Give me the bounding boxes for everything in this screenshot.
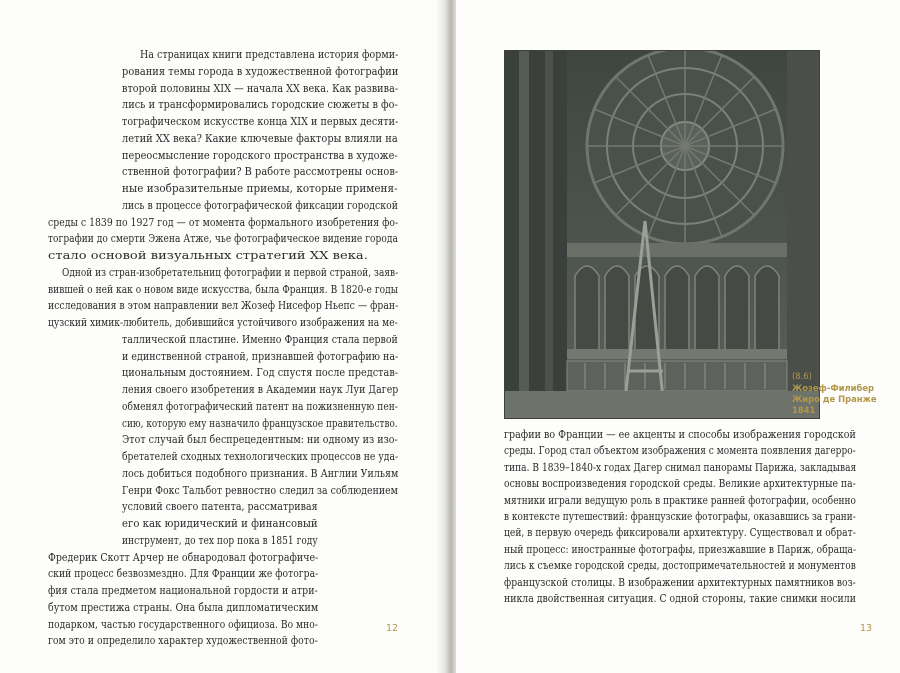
- body-text-line: цузский химик-любитель, добившийся устойчивого изображения на ме-: [48, 316, 398, 329]
- body-text-line: графии во Франции — ее акценты и способы изображения городской: [504, 428, 856, 441]
- body-text-line: никла двойственная ситуация. С одной стороны, такие снимки носили: [504, 592, 856, 605]
- body-text-line: основы воспроизведения городской среды. Великие архитектурные па-: [504, 477, 856, 491]
- body-text-line: переосмысление городского пространства в художе-: [122, 148, 398, 162]
- body-text-line: подарком, частью государственного официоза. Во мно-: [48, 617, 318, 631]
- figure-caption-author-line-1: Жозеф-Филибер: [792, 383, 875, 393]
- body-text-line: сию, которую ему назначило французское правительство.: [122, 416, 398, 430]
- body-text-line: среды с 1839 по 1927 год — от момента формального изобретения фо-: [48, 215, 399, 229]
- body-text-line: лись в процессе фотографической фиксации городской: [122, 198, 398, 212]
- right-page: [456, 0, 900, 673]
- body-text-line: ные изобразительные приемы, которые применя-: [122, 182, 398, 195]
- body-text-line: условий своего патента, рассматривая: [122, 500, 318, 514]
- body-text-line: бутом престижа страны. Она была дипломатическим: [48, 600, 319, 614]
- cathedral-rose-window-photo: [504, 50, 820, 419]
- body-text-line: фия стала предметом национальной гордости и атри-: [48, 584, 318, 597]
- body-text-line: в контексте путешествий: французские фотографы, оказавшись за грани-: [504, 510, 856, 523]
- page-number-left: 12: [386, 623, 399, 634]
- body-text-line: Генри Фокс Тальбот ревностно следил за соблюдением: [122, 483, 398, 497]
- figure-caption-year: 1841: [792, 405, 816, 415]
- body-text-line: его как юридический и финансовый: [122, 517, 318, 530]
- body-text-line: инструмент, до тех пор пока в 1851 году: [122, 533, 318, 547]
- body-text-line: и единственной страной, признавшей фотографию на-: [122, 349, 399, 363]
- body-text-line: ский процесс безвозмездно. Для Франции же фотогра-: [48, 567, 319, 581]
- body-text-line: ления своего изобретения в Академии наук Луи Дагер: [122, 383, 399, 396]
- body-text-line: обменял фотографический патент на пожизненную пен-: [122, 399, 398, 413]
- body-text-line: цей, в первую очередь фиксировали архитектуру. Существовал и обрат-: [504, 526, 856, 540]
- body-text-line: тографическом искусстве конца XIX и первых десяти-: [122, 115, 399, 128]
- body-text-line: стало основой визуальных стратегий XX века.: [48, 249, 368, 262]
- body-text-line: мятники играли ведущую роль в практике ранней фотографии, особенно: [504, 493, 856, 507]
- figure-caption-author-line-2: Жиро де Пранже: [792, 394, 877, 404]
- body-text-line: таллической пластине. Именно Франция стала первой: [122, 332, 398, 346]
- body-text-line: типа. В 1839–1840-х годах Дагер снимал панорамы Парижа, закладывая: [504, 460, 857, 474]
- body-text-line: На страницах книги представлена история форми-: [140, 48, 399, 61]
- body-text-line: лись и трансформировались городские сюжеты в фо-: [122, 98, 398, 112]
- body-text-line: среды. Город стал объектом изображения с момента появления дагерро-: [504, 444, 856, 458]
- body-text-line: вившей о ней как о новом виде искусства, была Франция. В 1820-е годы: [48, 282, 398, 296]
- page-number-right: 13: [860, 623, 873, 634]
- body-text-line: циональным достоянием. Год спустя после представ-: [122, 366, 399, 380]
- body-text-line: бретателей сходных технологических процессов не уда-: [122, 450, 399, 463]
- body-text-line: Фредерик Скотт Арчер не обнародовал фотографиче-: [48, 550, 319, 564]
- body-text-line: Этот случай был беспрецедентным: ни одному из изо-: [122, 433, 398, 447]
- body-text-line: лось добиться подобного признания. В Англии Уильям: [122, 466, 399, 480]
- body-text-line: рования темы города в художественной фотографии: [122, 64, 399, 78]
- left-page: [0, 0, 446, 673]
- body-text-line: тографии до смерти Эжена Атже, чье фотографическое видение города: [48, 232, 398, 246]
- body-text-line: гом это и определило характер художественной фото-: [48, 634, 318, 648]
- body-text-line: Одной из стран-изобретательниц фотографии и первой страной, заяв-: [62, 265, 399, 279]
- body-text-line: исследования в этом направлении вел Жозеф Нисефор Ньепс — фран-: [48, 299, 399, 313]
- body-text-line: лись к съемке городской среды, достопримечательностей и монументов: [504, 559, 856, 573]
- body-text-line: ственной фотографии? В работе рассмотрены основ-: [122, 165, 399, 179]
- body-text-line: второй половины XIX — начала XX века. Как развива-: [122, 81, 399, 95]
- body-text-line: ный процесс: иностранные фотографы, приезжавшие в Париж, обраща-: [504, 542, 857, 556]
- figure-number: (8.6): [792, 371, 812, 381]
- body-text-line: французской столицы. В изображении архитектурных памятников воз-: [504, 575, 856, 589]
- body-text-line: летий XX века? Какие ключевые факторы влияли на: [122, 131, 398, 145]
